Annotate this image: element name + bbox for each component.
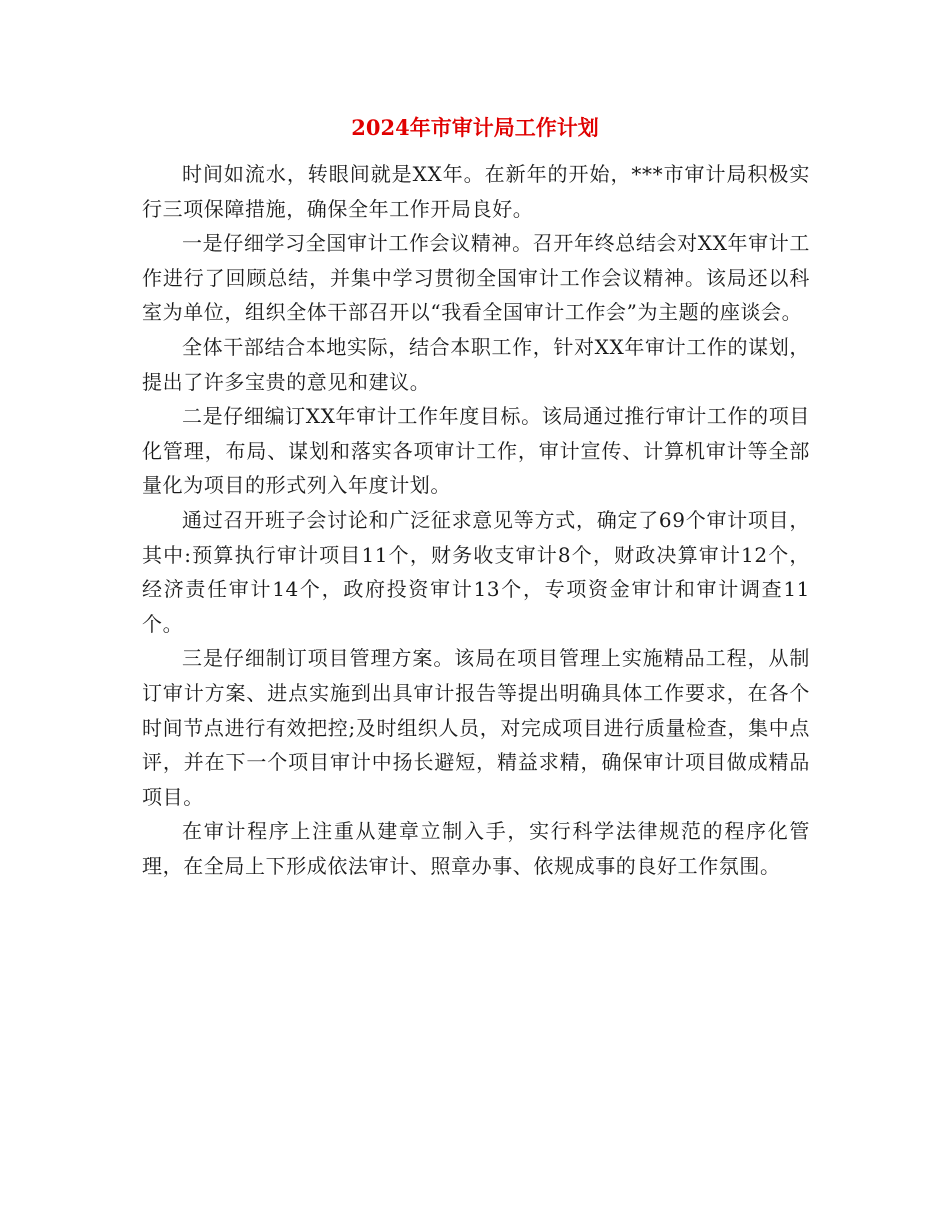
document-title: 2024年市审计局工作计划 [351, 115, 599, 140]
paragraph-audit-project-count: 通过召开班子会讨论和广泛征求意见等方式，确定了69个审计项目，其中:预算执行审计项目11个，财务收支审计8个，财政决算审计12个，经济责任审计14个，政府投资审计13个，专项资金审计和审计调查11个。 [142, 507, 810, 636]
paragraph-cadre-suggestions: 全体干部结合本地实际，结合本职工作，针对XX年审计工作的谋划，提出了许多宝贵的意见和建议。 [142, 334, 810, 394]
paragraph-project-management: 三是仔细制订项目管理方案。该局在项目管理上实施精品工程，从制订审计方案、进点实施到出具审计报告等提出明确具体工作要求，在各个时间节点进行有效把控;及时组织人员，对完成项目进行质量检查，集中点评，并在下一个项目审计中扬长避短，精益求精，确保审计项目做成精品项目。 [142, 646, 810, 809]
paragraph-audit-procedure: 在审计程序上注重从建章立制入手，实行科学法律规范的程序化管理，在全局上下形成依法审计、照章办事、依规成事的良好工作氛围。 [142, 819, 810, 878]
paragraph-study-meeting-spirit: 一是仔细学习全国审计工作会议精神。召开年终总结会对XX年审计工作进行了回顾总结，并集中学习贯彻全国审计工作会议精神。该局还以科室为单位，组织全体干部召开以“我看全国审计工作会”为主题的座谈会。 [142, 231, 810, 325]
document-body [142, 157, 810, 883]
paragraph-intro: 时间如流水，转眼间就是XX年。在新年的开始，***市审计局积极实行三项保障措施，确保全年工作开局良好。 [142, 162, 810, 221]
paragraph-annual-targets: 二是仔细编订XX年审计工作年度目标。该局通过推行审计工作的项目化管理，布局、谋划和落实各项审计工作，审计宣传、计算机审计等全部量化为项目的形式列入年度计划。 [142, 404, 810, 498]
